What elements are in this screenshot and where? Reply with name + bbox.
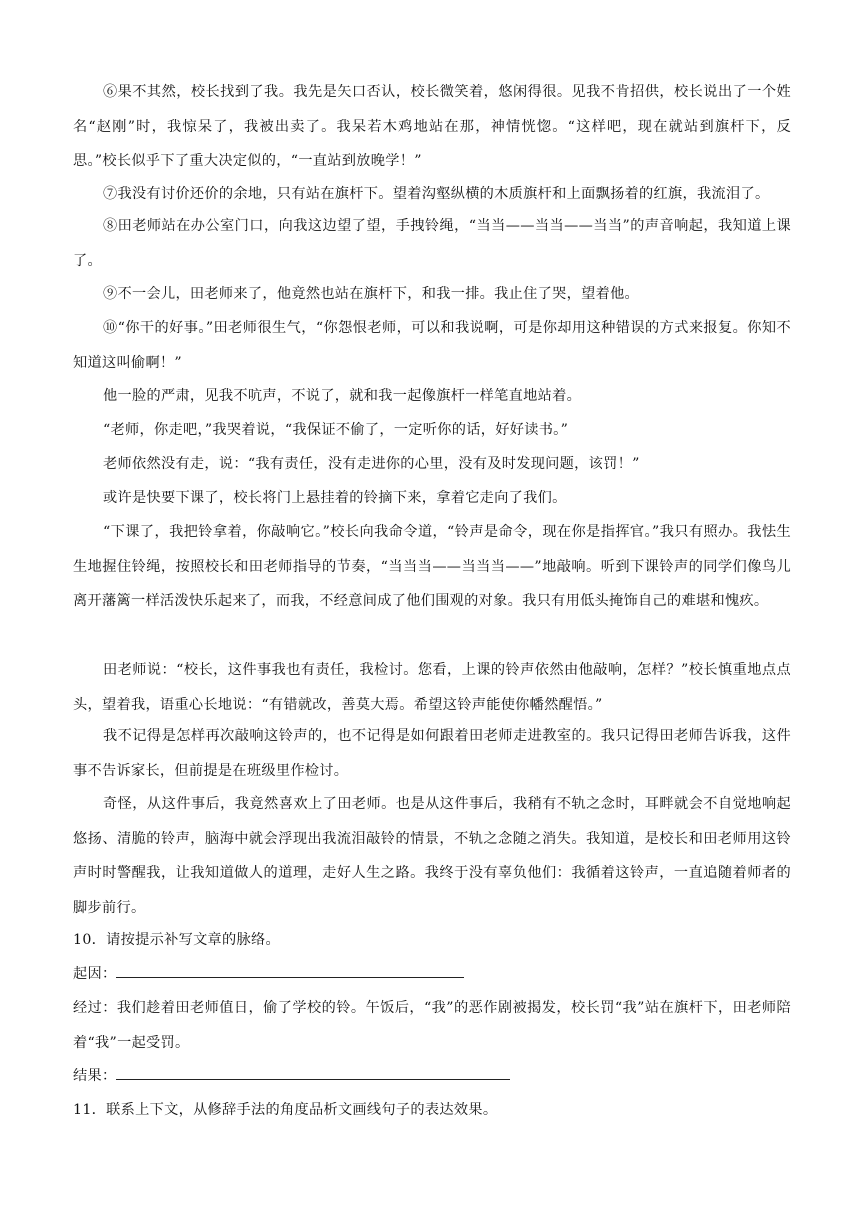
result-answer-line[interactable] xyxy=(116,1065,510,1080)
process-row xyxy=(73,991,791,1060)
paragraph-14: 或许是快要下课了，校长将门上悬挂着的铃摘下来，拿着它走向了我们。 xyxy=(103,490,567,506)
question-11-title: 11．联系上下文，从修辞手法的角度品析文画线句子的表达效果。 xyxy=(73,1102,498,1118)
paragraph-10: ⑩“你干的好事。”田老师很生气，“你怨恨老师，可以和我说啊，可是你却用这种错误的方式来报复。你知不知道这叫偷啊！” xyxy=(73,320,791,371)
cause-row xyxy=(73,957,791,992)
process-text: 我们趁着田老师值日，偷了学校的铃。午饭后，“我”的恶作剧被揭发，校长罚“我”站在旗杆下，田老师陪着“我”一起受罚。 xyxy=(73,1000,791,1051)
cause-label: 起因： xyxy=(73,966,117,982)
process-label: 经过： xyxy=(73,1000,117,1016)
paragraph-13: 老师依然没有走，说：“我有责任，没有走进你的心里，没有及时发现问题，该罚！” xyxy=(103,456,640,472)
paragraph-17: 我不记得是怎样再次敲响这铃声的，也不记得是如何跟着田老师走进教室的。我只记得田老师告诉我，这件事不告诉家长，但前提是在班级里作检讨。 xyxy=(73,728,791,779)
question-10-title: 10．请按提示补写文章的脉络。 xyxy=(73,932,280,948)
paragraph-15: “下课了，我把铃拿着，你敲响它。”校长向我命令道，“铃声是命令，现在你是指挥官。”我只有照办。我怯生生地握住铃绳，按照校长和田老师指导的节奏，“当当当——当当当——”地敲响。听到下课铃声的同学们像鸟儿离开藩篱一样活泼快乐起来了，而我，不经意间成了他们围观的对象。我只有用低头掩饰自己的难堪和愧疚。 xyxy=(73,524,791,609)
paragraph-11: 他一脸的严肃，见我不吭声，不说了，就和我一起像旗杆一样笔直地站着。 xyxy=(103,388,582,404)
cause-answer-line[interactable] xyxy=(116,963,464,978)
paragraph-8: ⑧田老师站在办公室门口，向我这边望了望，手拽铃绳，“当当——当当——当当”的声音响起，我知道上课了。 xyxy=(73,218,791,269)
paragraph-7: ⑦我没有讨价还价的余地，只有站在旗杆下。望着沟壑纵横的木质旗杆和上面飘扬着的红旗，我流泪了。 xyxy=(103,186,770,202)
result-label: 结果： xyxy=(73,1068,117,1084)
paragraph-6: ⑥果不其然，校长找到了我。我先是矢口否认，校长微笑着，悠闲得很。见我不肯招供，校长说出了一个姓名“赵刚”时，我惊呆了，我被出卖了。我呆若木鸡地站在那，神情恍惚。“这样吧，现在就站到旗杆下，反思。”校长似乎下了重大决定似的，“一直站到放晚学！” xyxy=(73,84,791,169)
result-row xyxy=(73,1059,791,1094)
paragraph-18: 奇怪，从这件事后，我竟然喜欢上了田老师。也是从这件事后，我稍有不轨之念时，耳畔就会不自觉地响起悠扬、清脆的铃声，脑海中就会浮现出我流泪敲铃的情景，不轨之念随之消失。我知道，是校长和田老师用这铃声时时警醒我，让我知道做人的道理，走好人生之路。我终于没有辜负他们：我循着这铃声，一直追随着师者的脚步前行。 xyxy=(73,796,791,916)
paragraph-12: “老师，你走吧，”我哭着说，“我保证不偷了，一定听你的话，好好读书。” xyxy=(103,422,569,438)
paragraph-9: ⑨不一会儿，田老师来了，他竟然也站在旗杆下，和我一排。我止住了哭，望着他。 xyxy=(103,286,640,302)
paragraph-16: 田老师说：“校长，这件事我也有责任，我检讨。您看，上课的铃声依然由他敲响，怎样？”校长慎重地点点头，望着我，语重心长地说：“有错就改，善莫大焉。希望这铃声能使你幡然醒悟。” xyxy=(73,662,791,713)
